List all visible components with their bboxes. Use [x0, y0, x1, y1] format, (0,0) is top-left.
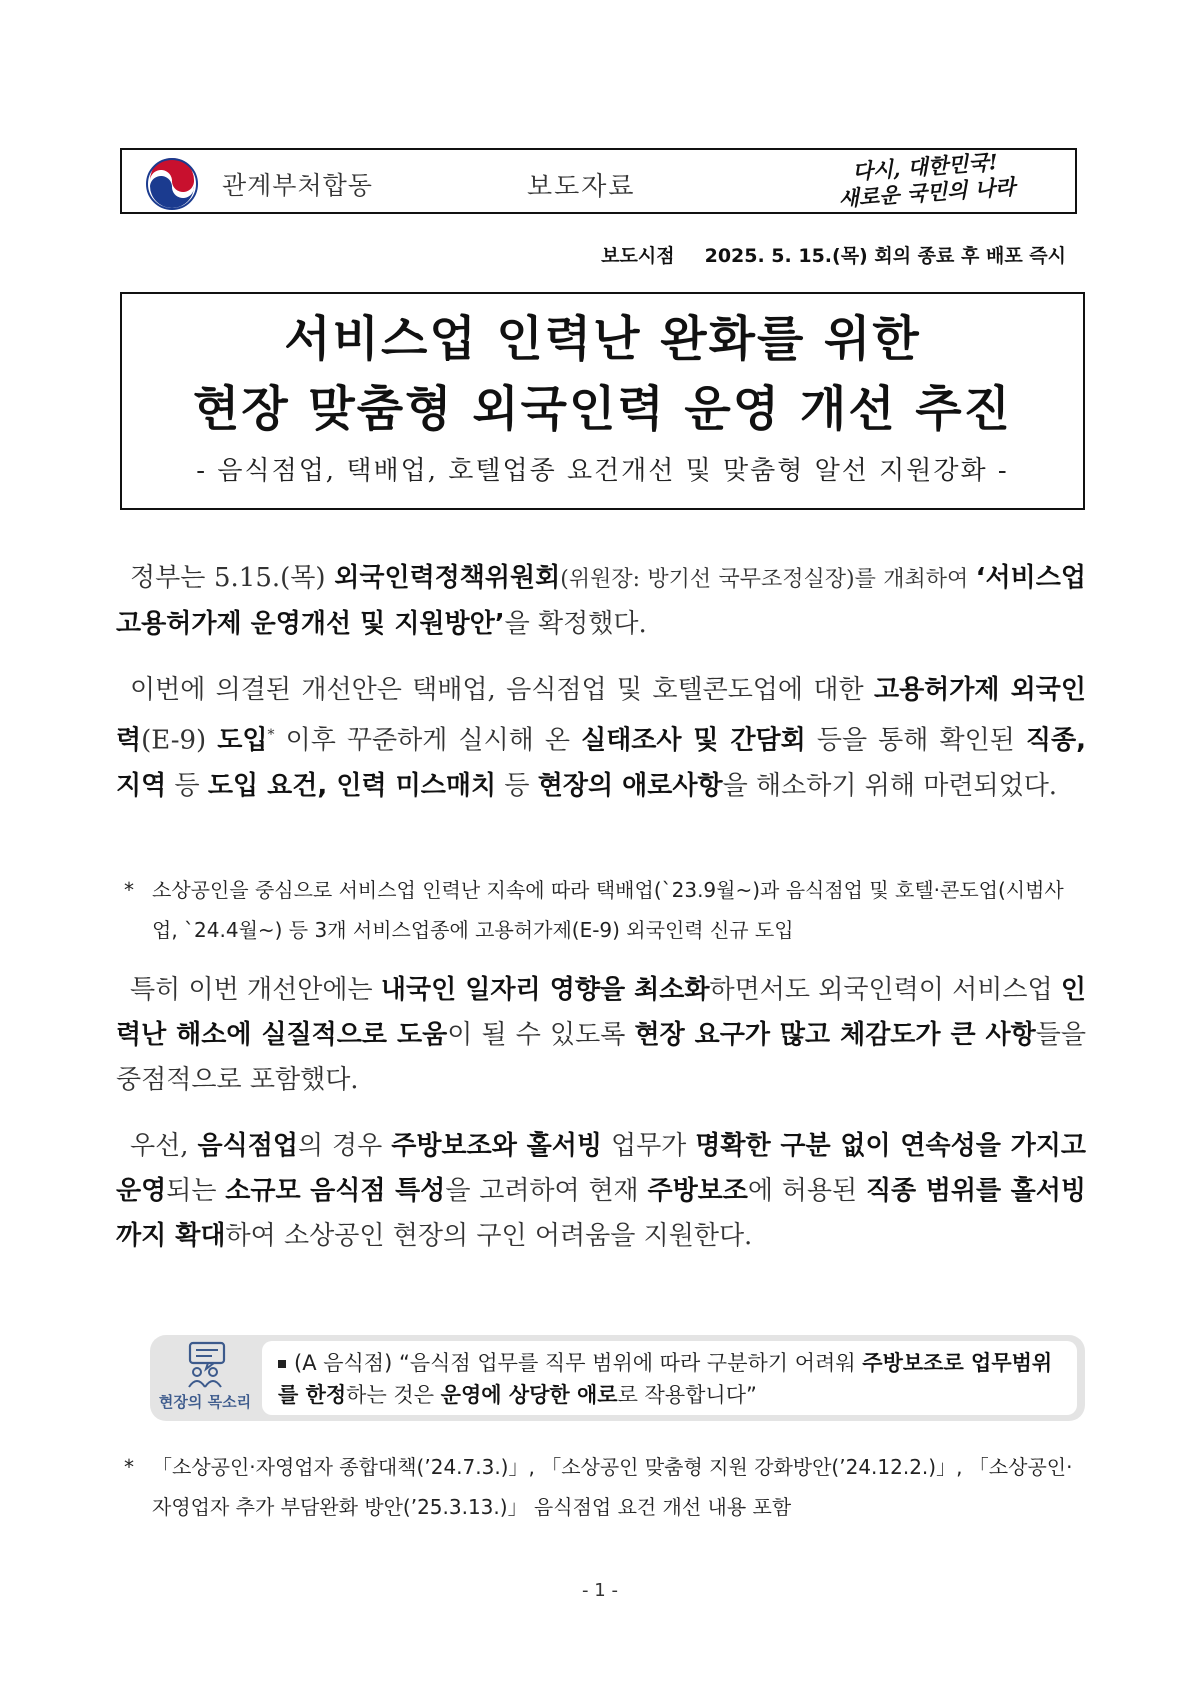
text: 들을 중점적으로 포함했다. — [116, 1020, 1086, 1095]
emphasis: 현장의 애로사항 — [537, 770, 723, 801]
headline-line-2: 현장 맞춤형 외국인력 운영 개선 추진 — [192, 381, 1013, 437]
field-voice-label: 현장의 목소리 — [158, 1393, 252, 1411]
field-voice-quote-box — [262, 1341, 1077, 1415]
text: 특히 이번 개선안에는 — [130, 975, 381, 1005]
release-time — [601, 241, 1066, 268]
slogan-line-1: 다시, 대한민국! — [851, 148, 999, 185]
emphasis: 고용허가제 외국인력 — [116, 675, 1087, 756]
emphasis: 주방보조로 업무범위를 한정 — [278, 1351, 1053, 1407]
emphasis: 주방보조와 홀서빙 — [391, 1131, 602, 1161]
footnote-1 — [124, 870, 1084, 950]
paragraph-1 — [116, 556, 1086, 647]
footnote-marker: * — [267, 727, 275, 743]
headline-line-1: 서비스업 인력난 완화를 위한 — [284, 311, 921, 367]
text: (위원장: 방기선 국무조정실장)를 개최하여 — [560, 567, 976, 592]
header-box — [120, 148, 1077, 214]
government-emblem-icon — [144, 156, 200, 212]
footnote-marker: * — [124, 1455, 134, 1479]
emphasis: 현장 요구가 많고 체감도가 큰 사항 — [634, 1020, 1036, 1050]
emphasis: 직종 범위를 홀서빙까지 확대 — [116, 1176, 1086, 1251]
emphasis: 인력난 해소에 실질적으로 도움 — [116, 975, 1086, 1050]
page-number: - 1 - — [582, 1580, 618, 1601]
text: 정부는 5.15.(목) — [130, 563, 335, 593]
emphasis: ‘서비스업 고용허가제 운영개선 및 지원방안’ — [116, 563, 1086, 639]
text: (A 음식점) “음식점 업무를 직무 범위에 따라 구분하기 어려워 — [294, 1351, 863, 1375]
text: 을 해소하기 위해 마련되었다. — [722, 770, 1058, 801]
text: 에 허용된 — [747, 1176, 866, 1206]
text: 을 확정했다. — [504, 609, 647, 639]
text: 하면서도 외국인력이 서비스업 — [709, 975, 1061, 1005]
people-speech-icon — [180, 1341, 234, 1389]
text: 등을 통해 확인된 — [805, 725, 1026, 756]
field-voice-badge — [150, 1335, 260, 1421]
paragraph-2 — [116, 668, 1086, 809]
paragraph-4 — [116, 1124, 1086, 1259]
doc-type-label: 보도자료 — [527, 172, 636, 202]
emphasis: 외국인력정책위원회 — [334, 563, 561, 593]
text: 로 작용합니다” — [617, 1383, 757, 1407]
release-value: 2025. 5. 15.(목) 회의 종료 후 배포 즉시 — [704, 245, 1066, 267]
emphasis: 도입 요건, 인력 미스매치 — [207, 770, 497, 801]
subtitle: - 음식점업, 택배업, 호텔업종 요건개선 및 맞춤형 알선 지원강화 - — [196, 456, 1009, 486]
text: 업무가 — [601, 1131, 696, 1161]
footnote-2 — [124, 1447, 1084, 1527]
footnote-text: 소상공인을 중심으로 서비스업 인력난 지속에 따라 택배업(`23.9월~)과 음식점업 및 호텔·콘도업(시범사업, `24.4월~) 등 3개 서비스업종에 고용허가제(E-9) 외국인력 신규 도입 — [152, 878, 1064, 942]
text: 을 고려하여 현재 — [445, 1176, 648, 1206]
text: 등 — [496, 770, 538, 801]
bullet-square-icon — [278, 1360, 286, 1368]
text: 우선, — [130, 1131, 198, 1161]
emphasis: 음식점업 — [197, 1131, 298, 1161]
paragraph-3 — [116, 968, 1086, 1103]
title-box — [120, 292, 1085, 510]
text: 등 — [166, 770, 208, 801]
text: 의 경우 — [297, 1131, 392, 1161]
emphasis: 운영에 상당한 애로 — [440, 1383, 618, 1407]
emphasis: 직종, 지역 — [116, 725, 1086, 801]
emphasis: 명확한 구분 없이 연속성을 가지고 운영 — [116, 1131, 1086, 1206]
emphasis: 주방보조 — [647, 1176, 748, 1206]
emphasis: 실태조사 및 간담회 — [581, 725, 806, 756]
emphasis: 소규모 음식점 특성 — [225, 1176, 446, 1206]
slogan-calligraphy — [821, 148, 1031, 212]
footnote-text: 「소상공인·자영업자 종합대책(’24.7.3.)」, 「소상공인 맞춤형 지원 강화방안(’24.12.2.)」, 「소상공인·자영업자 추가 부담완화 방안(’25.3.13.)」 음식점업 요건 개선 내용 포함 — [152, 1455, 1073, 1519]
field-voice-quote — [278, 1347, 1068, 1411]
slogan-line-2: 새로운 국민의 나라 — [837, 173, 1016, 212]
emphasis: 도입 — [217, 725, 268, 756]
text: 하는 것은 — [346, 1383, 441, 1407]
text: (E-9) — [141, 725, 218, 756]
text: 되는 — [166, 1176, 226, 1206]
text: 하여 소상공인 현장의 구인 어려움을 지원한다. — [225, 1221, 753, 1251]
field-voice-callout — [150, 1335, 1085, 1421]
text: 이 될 수 있도록 — [447, 1020, 635, 1050]
emphasis: 내국인 일자리 영향을 최소화 — [380, 975, 710, 1005]
release-label: 보도시점 — [601, 245, 675, 267]
text: 이번에 의결된 개선안은 택배업, 음식점업 및 호텔콘도업에 대한 — [130, 675, 874, 705]
org-name: 관계부처합동 — [222, 171, 373, 200]
footnote-marker: * — [124, 878, 134, 902]
text: 이후 꾸준하게 실시해 온 — [274, 725, 582, 756]
